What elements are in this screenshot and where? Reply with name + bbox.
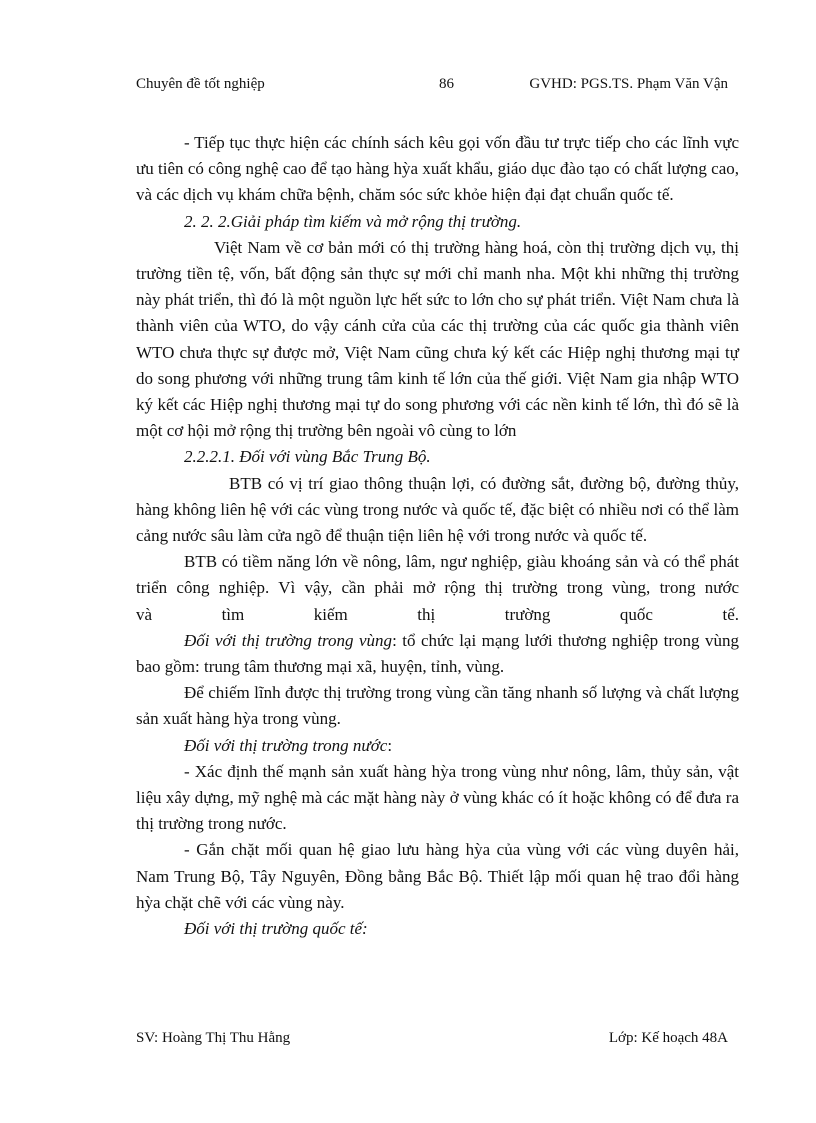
paragraph-domestic-links: - Gắn chặt mối quan hệ giao lưu hàng hỳa của vùng với các vùng duyên hải, Nam Trung Bộ, Tây Nguyên, Đồng bằng Bắc Bộ. Thiết lập mối quan hệ trao đổi hàng hỳa chặt chẽ với các vùng này. (136, 840, 739, 912)
page-header (136, 76, 728, 98)
advisor-name: GVHD: PGS.TS. Phạm Văn Vận (529, 76, 728, 92)
domestic-market-colon: : (387, 735, 393, 755)
paragraph-regional-production: Để chiếm lĩnh được thị trường trong vùng cần tăng nhanh số lượng và chất lượng sản xuất hàng hỳa trong vùng. (136, 683, 739, 729)
paragraph-btb-location: BTB có vị trí giao thông thuận lợi, có đường sắt, đường bộ, đường thủy, hàng không liên hệ với các vùng trong nước và quốc tế, đặc biệt có nhiều nơi có thể làm cảng nước sâu làm cửa ngõ để thuận tiện liên hệ với trong nước và quốc tế. (136, 473, 739, 546)
heading-international-market: Đối với thị trường quốc tế: (184, 919, 368, 939)
paragraph-domestic-strengths: - Xác định thế mạnh sản xuất hàng hỳa trong vùng như nông, lâm, thủy sản, vật liệu xây dựng, mỹ nghệ mà các mặt hàng này ở vùng khác có ít hoặc không có để đưa ra thị trường trong nước. (136, 761, 739, 834)
student-name: SV: Hoàng Thị Thu Hằng (136, 1030, 291, 1046)
regional-market-label: Đối với thị trường trong vùng (184, 630, 393, 650)
paragraph-policy: - Tiếp tục thực hiện các chính sách kêu gọi vốn đầu tư trực tiếp cho các lĩnh vực ưu tiên có công nghệ cao để tạo hàng hỳa xuất khẩu, giáo dục đào tạo có chất lượng cao, và các dịch vụ khám chữa bệnh, chăm sóc sức khỏe hiện đại đạt chuẩn quốc tế. (136, 133, 739, 205)
paragraph-btb-potential-last-line: và tìm kiếm thị trường quốc tế. (136, 604, 739, 624)
document-title: Chuyên đề tốt nghiệp (136, 76, 265, 92)
paragraph-regional-market (136, 628, 739, 680)
class-name: Lớp: Kế hoạch 48A (608, 1030, 728, 1046)
page-number: 86 (439, 76, 454, 92)
document-body (136, 130, 739, 942)
subsection-heading-btb: 2.2.2.1. Đối với vùng Bắc Trung Bộ. (184, 447, 431, 467)
regional-market-text: : tổ chức lại mạng lưới thương nghiệp trong vùng bao gồm: trung tâm thương mại xã, huyện, tỉnh, vùng. (136, 630, 739, 677)
section-heading-market-solutions: 2. 2. 2.Giải pháp tìm kiếm và mở rộng thị trường. (184, 211, 522, 231)
paragraph-btb-potential: BTB có tiềm năng lớn về nông, lâm, ngư nghiệp, giàu khoáng sản và có thể phát triển công nghiệp. Vì vậy, cần phải mở rộng thị trường trong vùng, trong nước (136, 552, 739, 598)
paragraph-vietnam-markets: Việt Nam về cơ bản mới có thị trường hàng hoá, còn thị trường dịch vụ, thị trường tiền tệ, vốn, bất động sản thực sự mới chỉ manh nha. Một khi những thị trường này phát triển, thì đó là một nguồn lực hết sức to lớn cho sự phát triển. Việt Nam chưa là thành viên của WTO, do vậy cánh cửa của các thị trường của các quốc gia thành viên WTO chưa thực sự được mở, Việt Nam cũng chưa ký kết các Hiệp nghị thương mại tự do song phương với những trung tâm kinh tế lớn của thế giới. Việt Nam gia nhập WTO ký kết các Hiệp nghị thương mại tự do song phương với các nền kinh tế lớn, thì đó sẽ là một cơ hội mở rộng thị trường bên ngoài vô cùng to lớn (136, 237, 739, 441)
domestic-market-label: Đối với thị trường trong nước (184, 735, 388, 755)
heading-domestic-market (136, 733, 739, 759)
